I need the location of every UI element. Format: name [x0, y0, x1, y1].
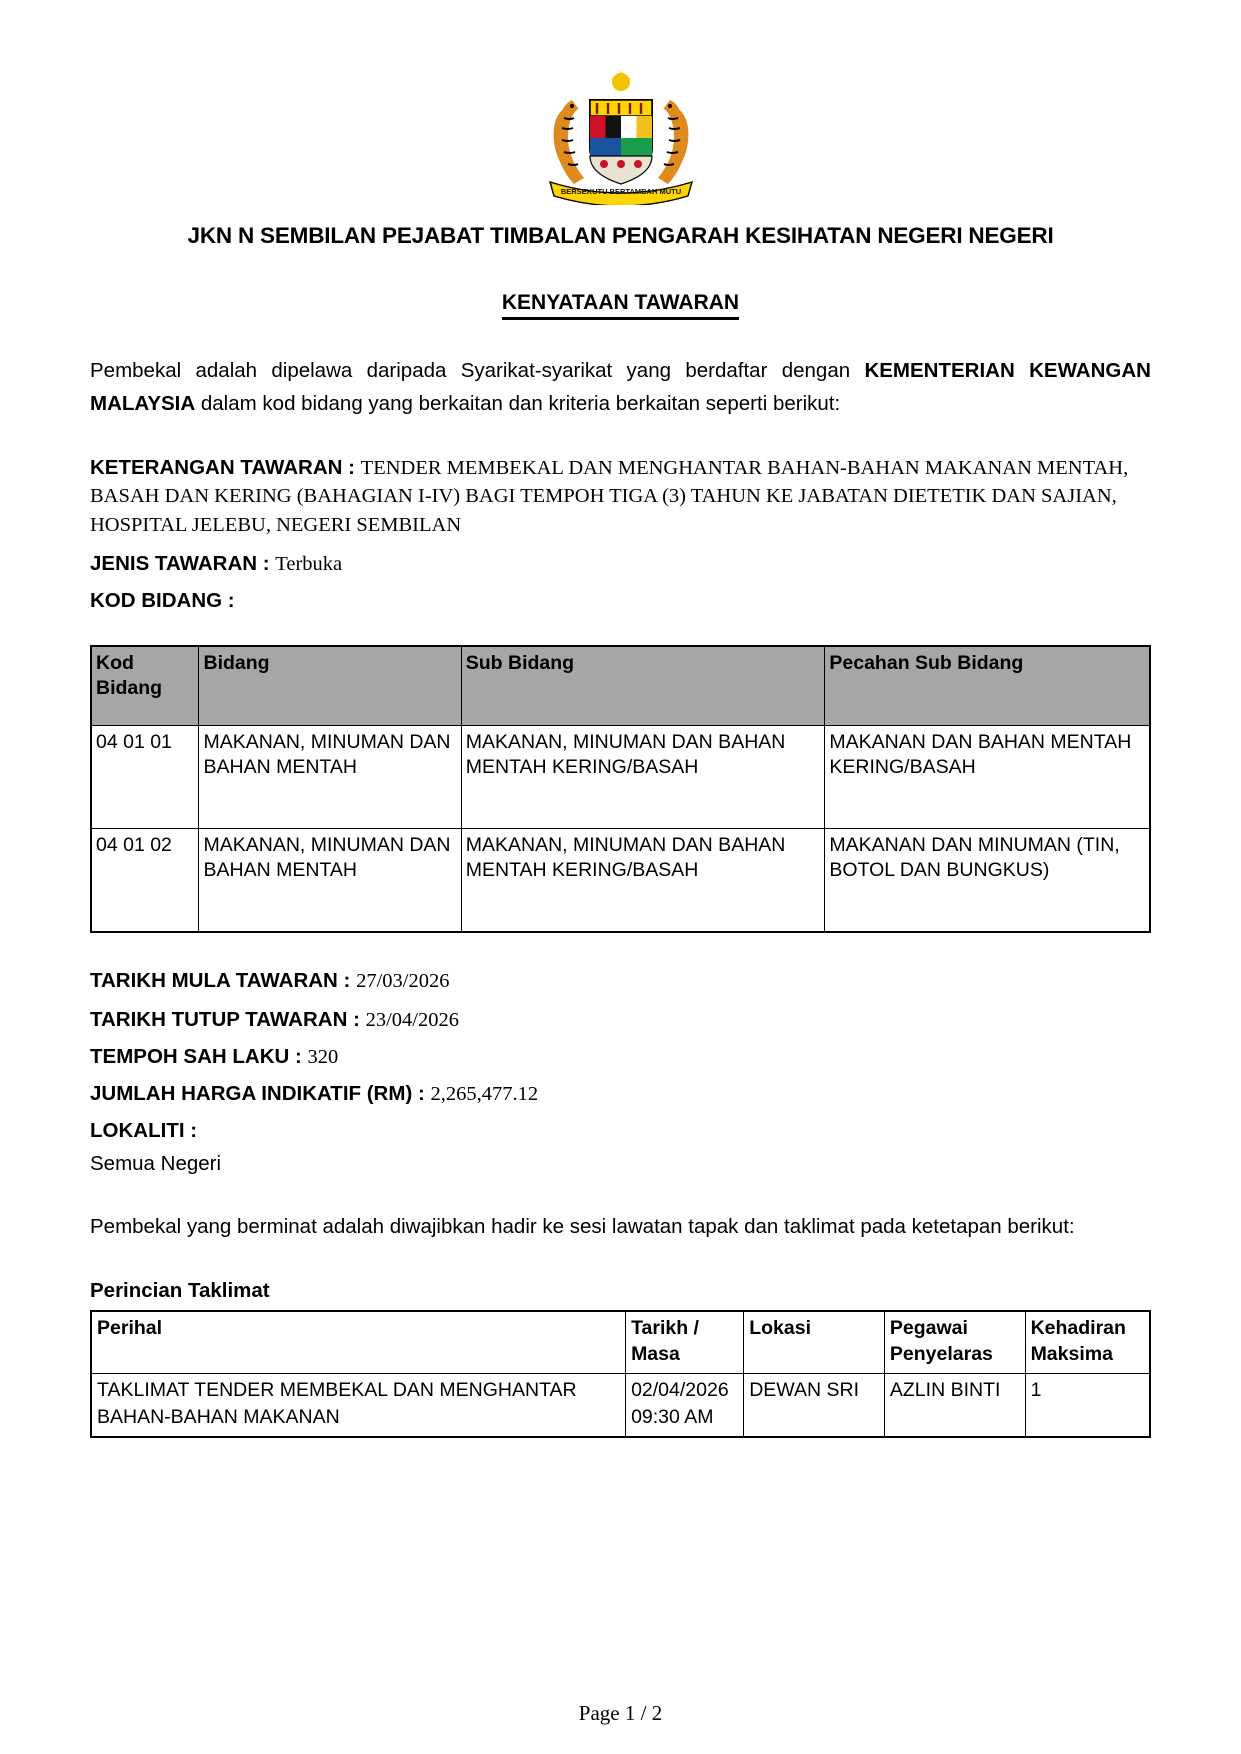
cell-kod: 04 01 02 [91, 828, 199, 932]
tempoh-sah-laku-value: 320 [307, 1045, 339, 1068]
column-header-tarikh-masa: Tarikh / Masa [626, 1311, 744, 1374]
page-footer: Page 1 / 2 [578, 1701, 663, 1725]
column-header-bidang: Bidang [199, 646, 461, 726]
malaysia-coat-of-arms-icon [516, 70, 726, 205]
cell-pecahan: MAKANAN DAN BAHAN MENTAH KERING/BASAH [825, 725, 1150, 828]
lokaliti-value: Semua Negeri [90, 1151, 222, 1175]
jenis-tawaran-label: JENIS TAWARAN : [90, 551, 270, 575]
cell-lokasi: DEWAN SRI [744, 1374, 885, 1437]
column-header-sub-bidang: Sub Bidang [461, 646, 825, 726]
kod-bidang-label: KOD BIDANG : [90, 588, 235, 612]
column-header-kod-bidang: Kod Bidang [91, 646, 199, 726]
jumlah-harga-value: 2,265,477.12 [430, 1082, 539, 1105]
jenis-tawaran-value: Terbuka [275, 552, 343, 575]
cell-sub-bidang: MAKANAN, MINUMAN DAN BAHAN MENTAH KERING/BASAH [461, 725, 825, 828]
keterangan-tawaran-label: KETERANGAN TAWARAN : [90, 456, 355, 480]
cell-tarikh-masa: 02/04/2026 09:30 AM [626, 1374, 744, 1437]
cell-pegawai: AZLIN BINTI [884, 1374, 1025, 1437]
table-row [91, 1374, 1150, 1437]
tempoh-sah-laku-label: TEMPOH SAH LAKU : [90, 1044, 302, 1068]
cell-bidang: MAKANAN, MINUMAN DAN BAHAN MENTAH [199, 828, 461, 932]
jenis-tawaran-block [90, 552, 1151, 576]
cell-kod: 04 01 01 [91, 725, 199, 828]
table-header-row [91, 1311, 1150, 1374]
cell-perihal: TAKLIMAT TENDER MEMBEKAL DAN MENGHANTAR BAHAN-BAHAN MAKANAN [91, 1374, 626, 1437]
tarikh-tutup-block [90, 1008, 1151, 1032]
column-header-kehadiran-maksima: Kehadiran Maksima [1025, 1311, 1150, 1374]
perincian-taklimat-table [90, 1310, 1151, 1438]
perincian-taklimat-title: Perincian Taklimat [90, 1278, 270, 1302]
column-header-pecahan-sub-bidang: Pecahan Sub Bidang [825, 646, 1150, 726]
kod-bidang-table [90, 645, 1151, 933]
crest-container [90, 0, 1151, 205]
column-header-pegawai-penyelaras: Pegawai Penyelaras [884, 1311, 1025, 1374]
table-header-row [91, 646, 1150, 726]
taklimat-notice-paragraph: Pembekal yang berminat adalah diwajibkan hadir ke sesi lawatan tapak dan taklimat pada ketetapan berikut: [90, 1214, 1075, 1238]
table-row [91, 828, 1150, 932]
section-title: KENYATAAN TAWARAN [502, 291, 739, 320]
table-row [91, 725, 1150, 828]
svg-text:BERSEKUTU BERTAMBAH MUTU: BERSEKUTU BERTAMBAH MUTU [560, 187, 681, 196]
lokaliti-block [90, 1119, 1151, 1143]
tarikh-mula-label: TARIKH MULA TAWARAN : [90, 968, 351, 992]
cell-pecahan: MAKANAN DAN MINUMAN (TIN, BOTOL DAN BUNGKUS) [825, 828, 1150, 932]
cell-bidang: MAKANAN, MINUMAN DAN BAHAN MENTAH [199, 725, 461, 828]
tarikh-mula-block [90, 967, 1151, 995]
jumlah-harga-block [90, 1082, 1151, 1106]
tarikh-tutup-label: TARIKH TUTUP TAWARAN : [90, 1007, 360, 1031]
kod-bidang-block [90, 589, 1151, 613]
column-header-perihal: Perihal [91, 1311, 626, 1374]
lokaliti-value-line [90, 1152, 1151, 1176]
intro-paragraph [90, 354, 1151, 420]
jumlah-harga-label: JUMLAH HARGA INDIKATIF (RM) : [90, 1081, 425, 1105]
intro-text-part1: Pembekal adalah dipelawa daripada Syarikat-syarikat yang berdaftar dengan [90, 359, 865, 382]
tarikh-tutup-value: 23/04/2026 [365, 1008, 460, 1031]
tarikh-mula-value: 27/03/2026 [356, 969, 450, 992]
column-header-lokasi: Lokasi [744, 1311, 885, 1374]
intro-text-part2: dalam kod bidang yang berkaitan dan kriteria berkaitan seperti berikut: [195, 392, 841, 416]
keterangan-tawaran-value: TENDER MEMBEKAL DAN MENGHANTAR BAHAN-BAHAN MAKANAN MENTAH, BASAH DAN KERING (BAHAGIAN I-IV) BAGI TEMPOH TIGA (3) TAHUN KE JABATAN DIETETIK DAN SAJIAN, HOSPITAL JELEBU, NEGERI SEMBILAN [90, 457, 1129, 536]
lokaliti-label: LOKALITI : [90, 1118, 198, 1142]
page-title: JKN N SEMBILAN PEJABAT TIMBALAN PENGARAH KESIHATAN NEGERI NEGERI [187, 223, 1054, 248]
section-title-container [90, 291, 1151, 320]
tempoh-sah-laku-block [90, 1045, 1151, 1069]
cell-kehadiran: 1 [1025, 1374, 1150, 1437]
intro-bold-ministry: KEMENTERIAN KEWANGAN MALAYSIA [90, 359, 1151, 416]
keterangan-tawaran-block [90, 454, 1151, 538]
cell-sub-bidang: MAKANAN, MINUMAN DAN BAHAN MENTAH KERING/BASAH [461, 828, 825, 932]
